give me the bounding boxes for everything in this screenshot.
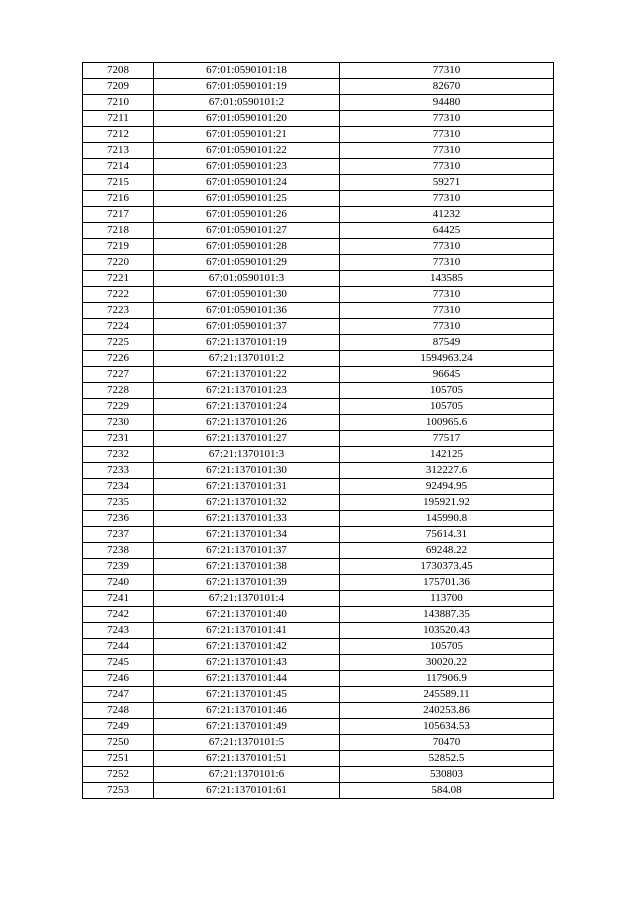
cadastral-number-cell: 67:21:1370101:26 bbox=[154, 415, 340, 431]
row-number-cell: 7218 bbox=[83, 223, 154, 239]
value-cell: 96645 bbox=[340, 367, 554, 383]
row-number-cell: 7251 bbox=[83, 751, 154, 767]
cadastral-number-cell: 67:21:1370101:39 bbox=[154, 575, 340, 591]
table-row bbox=[83, 639, 554, 655]
row-number-cell: 7233 bbox=[83, 463, 154, 479]
value-cell: 113700 bbox=[340, 591, 554, 607]
cadastral-number-cell: 67:01:0590101:3 bbox=[154, 271, 340, 287]
row-number-cell: 7229 bbox=[83, 399, 154, 415]
value-cell: 195921.92 bbox=[340, 495, 554, 511]
cadastral-number-cell: 67:01:0590101:22 bbox=[154, 143, 340, 159]
table-row bbox=[83, 735, 554, 751]
cadastral-number-cell: 67:21:1370101:37 bbox=[154, 543, 340, 559]
table-row bbox=[83, 463, 554, 479]
value-cell: 75614.31 bbox=[340, 527, 554, 543]
cadastral-number-cell: 67:21:1370101:6 bbox=[154, 767, 340, 783]
row-number-cell: 7244 bbox=[83, 639, 154, 655]
cadastral-number-cell: 67:21:1370101:34 bbox=[154, 527, 340, 543]
cadastral-number-cell: 67:21:1370101:33 bbox=[154, 511, 340, 527]
table-row bbox=[83, 63, 554, 79]
value-cell: 142125 bbox=[340, 447, 554, 463]
table-row bbox=[83, 767, 554, 783]
value-cell: 1730373.45 bbox=[340, 559, 554, 575]
table-row bbox=[83, 687, 554, 703]
row-number-cell: 7234 bbox=[83, 479, 154, 495]
value-cell: 87549 bbox=[340, 335, 554, 351]
row-number-cell: 7230 bbox=[83, 415, 154, 431]
value-cell: 240253.86 bbox=[340, 703, 554, 719]
cadastral-number-cell: 67:01:0590101:36 bbox=[154, 303, 340, 319]
table-row bbox=[83, 239, 554, 255]
cadastral-number-cell: 67:21:1370101:4 bbox=[154, 591, 340, 607]
table-row bbox=[83, 143, 554, 159]
table-row bbox=[83, 351, 554, 367]
row-number-cell: 7248 bbox=[83, 703, 154, 719]
cadastral-number-cell: 67:21:1370101:61 bbox=[154, 783, 340, 799]
table-row bbox=[83, 543, 554, 559]
cadastral-number-cell: 67:21:1370101:19 bbox=[154, 335, 340, 351]
table-row bbox=[83, 559, 554, 575]
table-row bbox=[83, 127, 554, 143]
table-row bbox=[83, 575, 554, 591]
table-row bbox=[83, 319, 554, 335]
table-row bbox=[83, 399, 554, 415]
table-row bbox=[83, 111, 554, 127]
table-row bbox=[83, 671, 554, 687]
value-cell: 77310 bbox=[340, 319, 554, 335]
cadastral-number-cell: 67:21:1370101:24 bbox=[154, 399, 340, 415]
table-row bbox=[83, 495, 554, 511]
cadastral-number-cell: 67:01:0590101:23 bbox=[154, 159, 340, 175]
row-number-cell: 7245 bbox=[83, 655, 154, 671]
value-cell: 77310 bbox=[340, 143, 554, 159]
row-number-cell: 7220 bbox=[83, 255, 154, 271]
table-row bbox=[83, 383, 554, 399]
cadastral-number-cell: 67:21:1370101:32 bbox=[154, 495, 340, 511]
cadastral-number-cell: 67:21:1370101:40 bbox=[154, 607, 340, 623]
cadastral-number-cell: 67:21:1370101:2 bbox=[154, 351, 340, 367]
table-row bbox=[83, 79, 554, 95]
value-cell: 77517 bbox=[340, 431, 554, 447]
cadastral-number-cell: 67:21:1370101:31 bbox=[154, 479, 340, 495]
row-number-cell: 7208 bbox=[83, 63, 154, 79]
row-number-cell: 7214 bbox=[83, 159, 154, 175]
row-number-cell: 7231 bbox=[83, 431, 154, 447]
table-row bbox=[83, 479, 554, 495]
cadastral-number-cell: 67:01:0590101:18 bbox=[154, 63, 340, 79]
table-row bbox=[83, 751, 554, 767]
table-row bbox=[83, 367, 554, 383]
value-cell: 1594963.24 bbox=[340, 351, 554, 367]
row-number-cell: 7227 bbox=[83, 367, 154, 383]
cadastral-number-cell: 67:21:1370101:38 bbox=[154, 559, 340, 575]
value-cell: 105634.53 bbox=[340, 719, 554, 735]
cadastral-number-cell: 67:01:0590101:37 bbox=[154, 319, 340, 335]
table-row bbox=[83, 335, 554, 351]
value-cell: 77310 bbox=[340, 303, 554, 319]
value-cell: 245589.11 bbox=[340, 687, 554, 703]
table-row bbox=[83, 287, 554, 303]
cadastral-number-cell: 67:01:0590101:27 bbox=[154, 223, 340, 239]
value-cell: 64425 bbox=[340, 223, 554, 239]
table-row bbox=[83, 415, 554, 431]
row-number-cell: 7252 bbox=[83, 767, 154, 783]
value-cell: 100965.6 bbox=[340, 415, 554, 431]
cadastral-number-cell: 67:01:0590101:29 bbox=[154, 255, 340, 271]
value-cell: 105705 bbox=[340, 383, 554, 399]
value-cell: 52852.5 bbox=[340, 751, 554, 767]
table-body bbox=[83, 63, 554, 799]
table-row bbox=[83, 271, 554, 287]
value-cell: 77310 bbox=[340, 191, 554, 207]
value-cell: 77310 bbox=[340, 127, 554, 143]
table-row bbox=[83, 719, 554, 735]
table-row bbox=[83, 623, 554, 639]
cadastral-number-cell: 67:21:1370101:49 bbox=[154, 719, 340, 735]
cadastral-number-cell: 67:21:1370101:42 bbox=[154, 639, 340, 655]
row-number-cell: 7236 bbox=[83, 511, 154, 527]
value-cell: 69248.22 bbox=[340, 543, 554, 559]
table-row bbox=[83, 255, 554, 271]
table-row bbox=[83, 431, 554, 447]
value-cell: 105705 bbox=[340, 399, 554, 415]
value-cell: 77310 bbox=[340, 239, 554, 255]
cadastral-value-table bbox=[82, 62, 554, 799]
value-cell: 143887.35 bbox=[340, 607, 554, 623]
row-number-cell: 7250 bbox=[83, 735, 154, 751]
table-row bbox=[83, 447, 554, 463]
table-row bbox=[83, 607, 554, 623]
row-number-cell: 7209 bbox=[83, 79, 154, 95]
row-number-cell: 7216 bbox=[83, 191, 154, 207]
value-cell: 77310 bbox=[340, 287, 554, 303]
table-row bbox=[83, 655, 554, 671]
value-cell: 312227.6 bbox=[340, 463, 554, 479]
value-cell: 30020.22 bbox=[340, 655, 554, 671]
row-number-cell: 7225 bbox=[83, 335, 154, 351]
table-row bbox=[83, 783, 554, 799]
cadastral-number-cell: 67:01:0590101:20 bbox=[154, 111, 340, 127]
table-row bbox=[83, 191, 554, 207]
cadastral-number-cell: 67:01:0590101:24 bbox=[154, 175, 340, 191]
row-number-cell: 7249 bbox=[83, 719, 154, 735]
table-row bbox=[83, 703, 554, 719]
value-cell: 77310 bbox=[340, 159, 554, 175]
table-row bbox=[83, 95, 554, 111]
value-cell: 77310 bbox=[340, 111, 554, 127]
cadastral-number-cell: 67:21:1370101:51 bbox=[154, 751, 340, 767]
cadastral-number-cell: 67:01:0590101:28 bbox=[154, 239, 340, 255]
cadastral-number-cell: 67:01:0590101:19 bbox=[154, 79, 340, 95]
row-number-cell: 7224 bbox=[83, 319, 154, 335]
row-number-cell: 7232 bbox=[83, 447, 154, 463]
row-number-cell: 7239 bbox=[83, 559, 154, 575]
row-number-cell: 7246 bbox=[83, 671, 154, 687]
value-cell: 77310 bbox=[340, 255, 554, 271]
table-row bbox=[83, 511, 554, 527]
table-row bbox=[83, 159, 554, 175]
value-cell: 77310 bbox=[340, 63, 554, 79]
value-cell: 82670 bbox=[340, 79, 554, 95]
row-number-cell: 7241 bbox=[83, 591, 154, 607]
value-cell: 59271 bbox=[340, 175, 554, 191]
value-cell: 143585 bbox=[340, 271, 554, 287]
row-number-cell: 7240 bbox=[83, 575, 154, 591]
cadastral-number-cell: 67:01:0590101:26 bbox=[154, 207, 340, 223]
row-number-cell: 7217 bbox=[83, 207, 154, 223]
cadastral-number-cell: 67:21:1370101:44 bbox=[154, 671, 340, 687]
cadastral-number-cell: 67:21:1370101:5 bbox=[154, 735, 340, 751]
cadastral-number-cell: 67:21:1370101:27 bbox=[154, 431, 340, 447]
row-number-cell: 7215 bbox=[83, 175, 154, 191]
row-number-cell: 7226 bbox=[83, 351, 154, 367]
row-number-cell: 7253 bbox=[83, 783, 154, 799]
row-number-cell: 7223 bbox=[83, 303, 154, 319]
cadastral-number-cell: 67:21:1370101:30 bbox=[154, 463, 340, 479]
cadastral-number-cell: 67:01:0590101:25 bbox=[154, 191, 340, 207]
cadastral-number-cell: 67:01:0590101:21 bbox=[154, 127, 340, 143]
row-number-cell: 7242 bbox=[83, 607, 154, 623]
value-cell: 70470 bbox=[340, 735, 554, 751]
value-cell: 41232 bbox=[340, 207, 554, 223]
row-number-cell: 7243 bbox=[83, 623, 154, 639]
row-number-cell: 7228 bbox=[83, 383, 154, 399]
cadastral-number-cell: 67:21:1370101:45 bbox=[154, 687, 340, 703]
value-cell: 584.08 bbox=[340, 783, 554, 799]
value-cell: 105705 bbox=[340, 639, 554, 655]
value-cell: 175701.36 bbox=[340, 575, 554, 591]
value-cell: 145990.8 bbox=[340, 511, 554, 527]
row-number-cell: 7235 bbox=[83, 495, 154, 511]
cadastral-number-cell: 67:21:1370101:3 bbox=[154, 447, 340, 463]
row-number-cell: 7222 bbox=[83, 287, 154, 303]
row-number-cell: 7219 bbox=[83, 239, 154, 255]
cadastral-number-cell: 67:21:1370101:43 bbox=[154, 655, 340, 671]
row-number-cell: 7210 bbox=[83, 95, 154, 111]
cadastral-number-cell: 67:21:1370101:22 bbox=[154, 367, 340, 383]
row-number-cell: 7213 bbox=[83, 143, 154, 159]
cadastral-number-cell: 67:21:1370101:23 bbox=[154, 383, 340, 399]
value-cell: 117906.9 bbox=[340, 671, 554, 687]
value-cell: 94480 bbox=[340, 95, 554, 111]
value-cell: 92494.95 bbox=[340, 479, 554, 495]
value-cell: 103520.43 bbox=[340, 623, 554, 639]
cadastral-number-cell: 67:21:1370101:46 bbox=[154, 703, 340, 719]
row-number-cell: 7237 bbox=[83, 527, 154, 543]
cadastral-number-cell: 67:21:1370101:41 bbox=[154, 623, 340, 639]
table-row bbox=[83, 223, 554, 239]
table-row bbox=[83, 591, 554, 607]
table-row bbox=[83, 527, 554, 543]
row-number-cell: 7221 bbox=[83, 271, 154, 287]
row-number-cell: 7212 bbox=[83, 127, 154, 143]
table-row bbox=[83, 303, 554, 319]
cadastral-number-cell: 67:01:0590101:30 bbox=[154, 287, 340, 303]
row-number-cell: 7238 bbox=[83, 543, 154, 559]
value-cell: 530803 bbox=[340, 767, 554, 783]
cadastral-number-cell: 67:01:0590101:2 bbox=[154, 95, 340, 111]
table-row bbox=[83, 207, 554, 223]
table-row bbox=[83, 175, 554, 191]
row-number-cell: 7211 bbox=[83, 111, 154, 127]
row-number-cell: 7247 bbox=[83, 687, 154, 703]
